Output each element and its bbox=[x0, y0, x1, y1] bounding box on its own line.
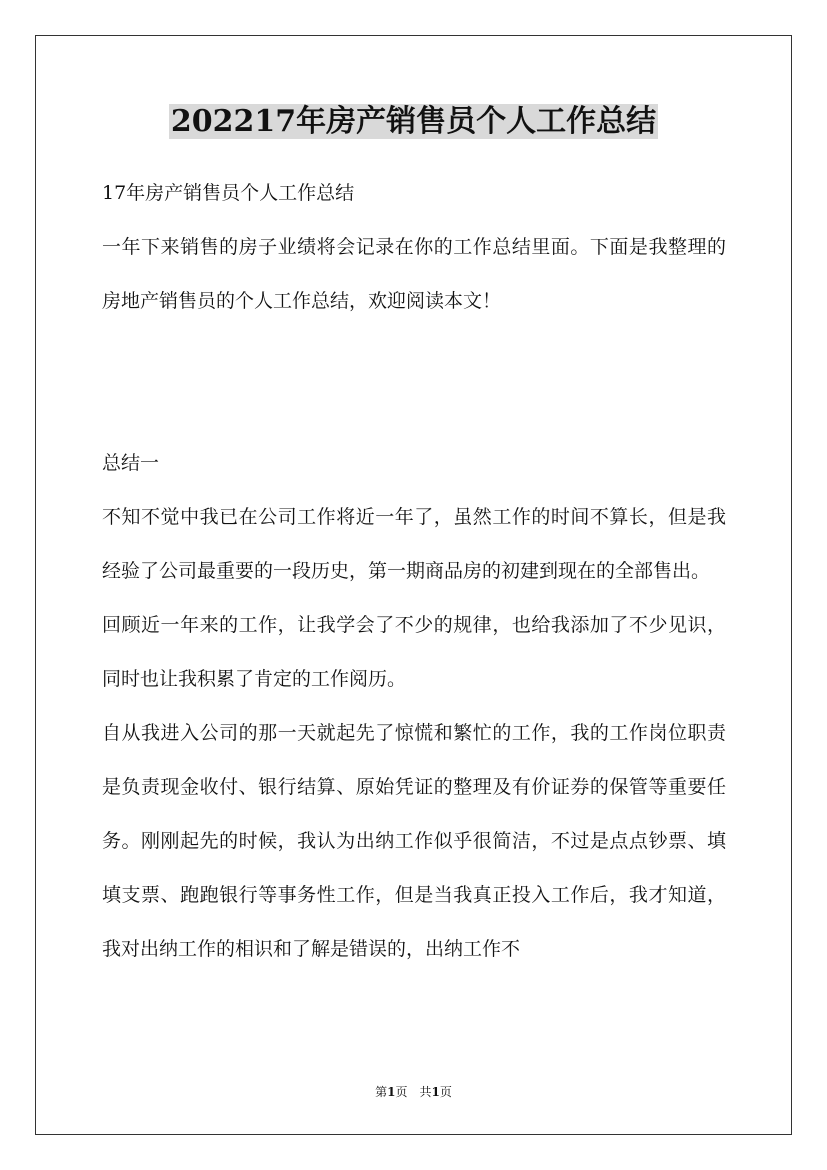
document-body bbox=[102, 166, 726, 976]
intro-paragraph: 一年下来销售的房子业绩将会记录在你的工作总结里面。下面是我整理的房地产销售员的个人工作总结，欢迎阅读本文！ bbox=[102, 236, 726, 312]
page-footer bbox=[0, 1084, 827, 1100]
page-suffix: 页 bbox=[395, 1085, 408, 1099]
document-title bbox=[0, 100, 827, 144]
body-paragraph: 自从我进入公司的那一天就起先了惊慌和繁忙的工作，我的工作岗位职责是负责现金收付、银行结算、原始凭证的整理及有价证券的保管等重要任务。刚刚起先的时候，我认为出纳工作似乎很简洁，不过是点点钞票、填填支票、跑跑银行等事务性工作，但是当我真正投入工作后，我才知道，我对出纳工作的相识和了解是错误的，出纳工作不 bbox=[102, 722, 726, 960]
section-heading: 总结一 bbox=[102, 452, 160, 474]
page-number: 1 bbox=[387, 1085, 396, 1099]
blank-space bbox=[102, 328, 726, 436]
total-pages: 1 bbox=[431, 1085, 440, 1099]
subtitle-paragraph: 17年房产销售员个人工作总结 bbox=[102, 182, 355, 204]
total-prefix: 共 bbox=[419, 1085, 432, 1099]
total-suffix: 页 bbox=[439, 1085, 452, 1099]
body-paragraph: 回顾近一年来的工作，让我学会了不少的规律，也给我添加了不少见识，同时也让我积累了肯定的工作阅历。 bbox=[102, 614, 726, 690]
body-paragraph: 不知不觉中我已在公司工作将近一年了，虽然工作的时间不算长，但是我经验了公司最重要的一段历史，第一期商品房的初建到现在的全部售出。 bbox=[102, 506, 726, 582]
document-title-text: 202217年房产销售员个人工作总结 bbox=[170, 104, 657, 139]
page-prefix: 第 bbox=[375, 1085, 388, 1099]
